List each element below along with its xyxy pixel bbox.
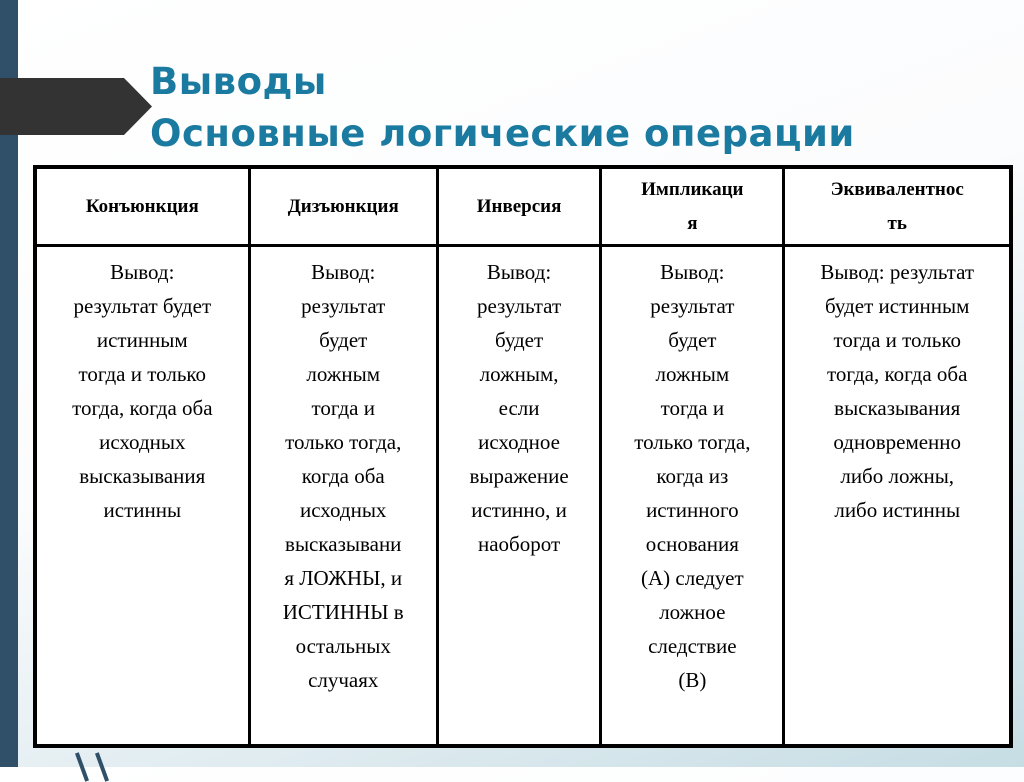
decorative-stroke [95,752,109,782]
title-line-1: Выводы [150,60,327,103]
slide-title [150,56,855,160]
header-equivalence: Эквивалентнос ть [784,167,1011,246]
arrow-decoration [0,78,152,135]
cell-disjunction: Вывод: результат будет ложным тогда и только тогда, когда оба исходных высказывани я ЛОЖНЫ, и ИСТИННЫ в остальных случаях [249,246,437,747]
cell-implication: Вывод: результат будет ложным тогда и только тогда, когда из истинного основания (А) следует ложное следствие (В) [601,246,784,747]
header-row [35,167,1011,246]
header-conjunction: Конъюнкция [35,167,249,246]
header-implication: Импликаци я [601,167,784,246]
header-inversion: Инверсия [437,167,600,246]
cell-equivalence: Вывод: результат будет истинным тогда и только тогда, когда оба высказывания одновременно либо ложны, либо истинны [784,246,1011,747]
cell-conjunction: Вывод: результат будет истинным тогда и только тогда, когда оба исходных высказывания истинны [35,246,249,747]
decorative-stroke [75,752,89,782]
logic-operations-table [33,165,1013,748]
cell-inversion: Вывод: результат будет ложным, если исходное выражение истинно, и наоборот [437,246,600,747]
table-row [35,246,1011,747]
header-disjunction: Дизъюнкция [249,167,437,246]
title-line-2: Основные логические операции [150,112,855,155]
